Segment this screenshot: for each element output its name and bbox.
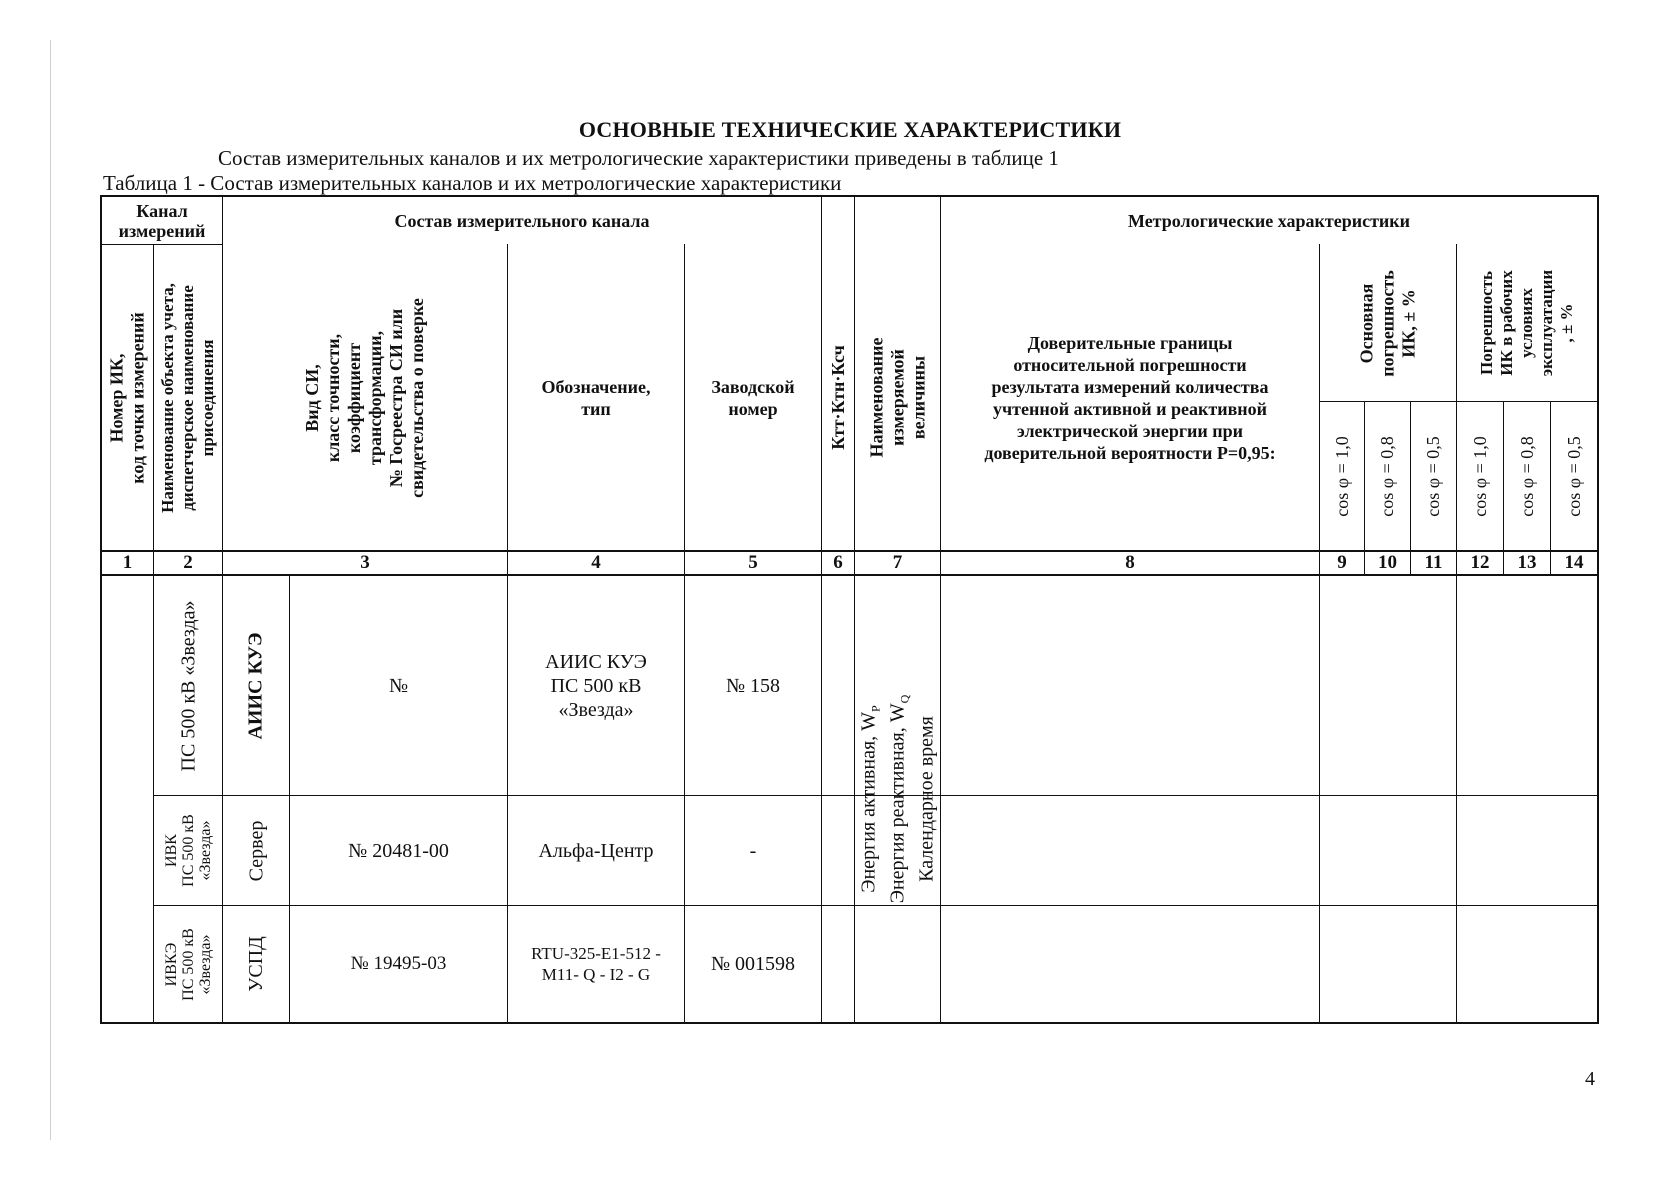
column-header-6: Ктт·Ктн·Ксч [827,345,848,450]
column-header-8: Доверительные границы относительной погрешности результата измерений количества учтенной активной и реактивной электрической энергии при доверительной вероятности Р=0,95: [984,332,1276,463]
row-2-registry: № 20481-00 [348,839,449,862]
column-number: 6 [833,552,843,573]
column-number: 13 [1517,552,1537,573]
measured-value-reactive: Энергия реактивная, $W_Q$ [886,694,912,904]
column-header-3: Вид СИ, класс точности, коэффициент трансформации, № Госреестра СИ или свидетельства о поверке [301,297,427,498]
column-header-basic-error: Основная погрешность ИК, ± % [1356,269,1419,377]
column-number: 14 [1564,552,1584,573]
measured-value-time: Календарное время [915,716,938,882]
page-number: 4 [1585,1068,1595,1090]
row-1-object: ПС 500 кВ «Звезда» [177,600,199,771]
measured-values-cell [855,576,940,1022]
column-header-11: cos φ = 0,5 [1423,435,1444,517]
column-header-5: Заводской номер [711,376,795,419]
column-header-4: Обозначение, тип [541,376,651,419]
column-header-13: cos φ = 0,8 [1516,435,1537,517]
column-header-10: cos φ = 0,8 [1377,435,1398,517]
group-header-channel: Канал измерений [118,200,206,241]
column-number: 2 [183,552,193,573]
column-header-working-error: Погрешность ИК в рабочих условиях эксплуатации , ± % [1477,269,1576,377]
row-2-designation: Альфа-Центр [538,839,654,862]
row-3-type: УСПД [245,936,267,992]
measured-value-active: Энергия активная, $W_P$ [857,705,883,893]
column-number: 8 [1125,552,1135,573]
column-number: 4 [591,552,601,573]
column-number: 3 [360,552,370,573]
column-number: 7 [892,552,903,573]
group-header-metrology: Метрологические характеристики [1127,210,1411,231]
column-header-7: Наименование измеряемой величины [866,337,928,458]
row-2-object: ИВК ПС 500 кВ «Звезда» [162,814,214,887]
row-3-registry: № 19495-03 [350,953,447,974]
column-header-1: Номер ИК, код точки измерений [106,311,148,484]
column-number: 1 [122,552,133,573]
row-2-type: Сервер [244,820,267,881]
row-1-registry: № [388,674,409,697]
column-header-14: cos φ = 0,5 [1563,435,1584,517]
row-3-serial: № 001598 [710,953,796,975]
row-1-designation: АИИС КУЭ ПС 500 кВ «Звезда» [545,650,647,721]
column-header-12: cos φ = 1,0 [1469,435,1490,517]
column-number: 12 [1470,552,1490,573]
row-2-serial: - [749,839,757,862]
group-header-composition: Состав измерительного канала [394,210,650,231]
column-header-9: cos φ = 1,0 [1331,435,1352,517]
column-number: 11 [1424,552,1443,573]
column-header-2: Наименование объекта учета, диспетчерское наименование присоединения [158,282,218,513]
row-3-designation: RTU-325-E1-512 - M11- Q - I2 - G [531,944,661,984]
row-3-object: ИВКЭ ПС 500 кВ «Звезда» [162,927,214,1001]
row-1-serial: № 158 [725,674,781,697]
column-number: 5 [748,552,758,573]
row-1-type: АИИС КУЭ [245,631,267,740]
column-number: 10 [1378,552,1397,573]
intro-text: Состав измерительных каналов и их метрологические характеристики приведены в таблице 1 [218,146,1059,170]
table-caption: Таблица 1 - Состав измерительных каналов и их метрологические характеристики [103,171,842,195]
column-number: 9 [1337,552,1347,573]
document-title: ОСНОВНЫЕ ТЕХНИЧЕСКИЕ ХАРАКТЕРИСТИКИ [578,117,1122,142]
